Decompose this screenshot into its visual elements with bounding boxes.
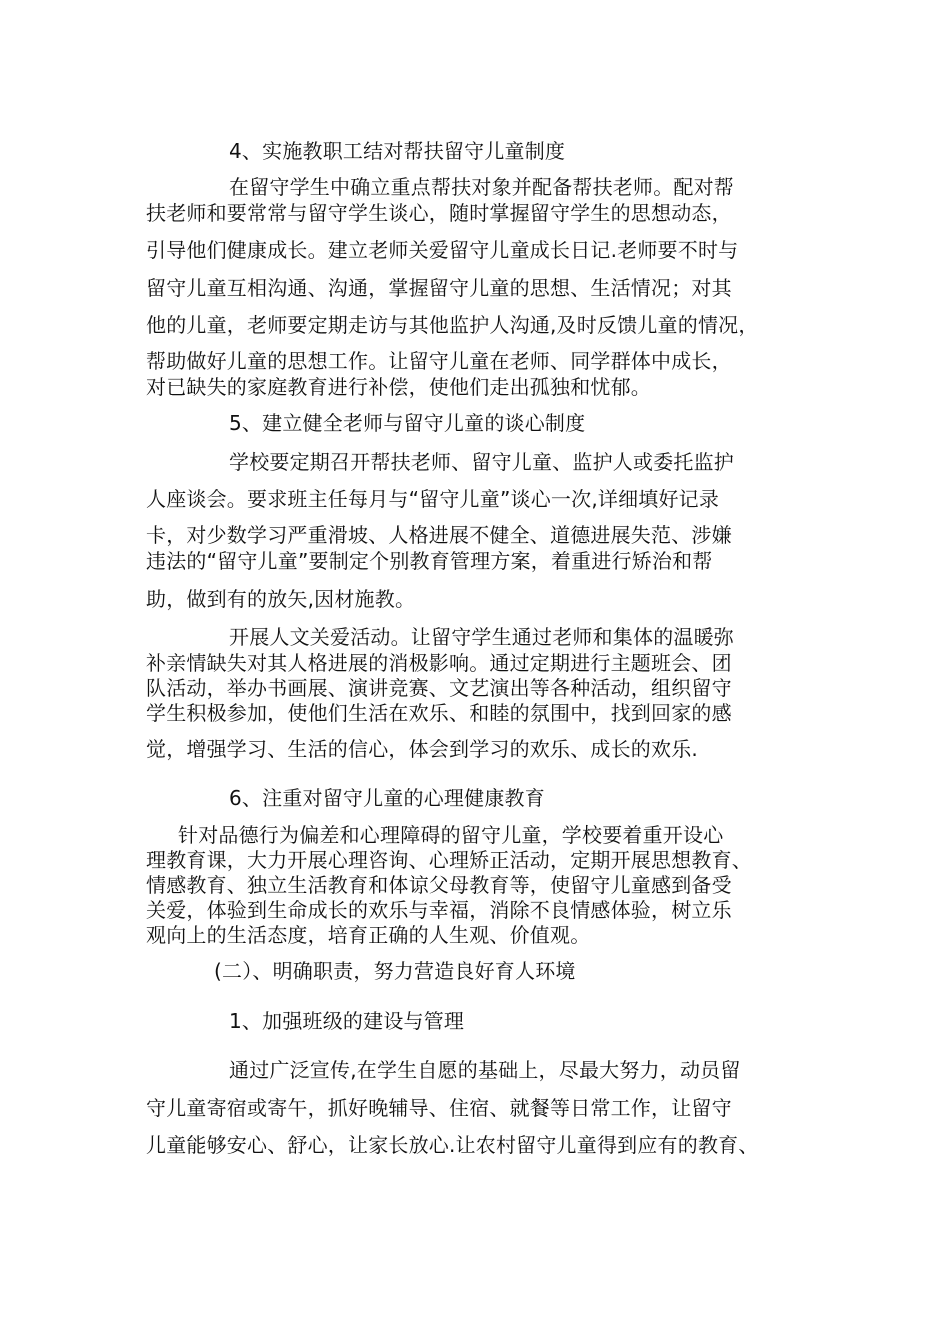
- paragraph-line: 人座谈会。要求班主任每月与“留守儿童”谈心一次,详细填好记录: [146, 487, 720, 511]
- paragraph-line: 引导他们健康成长。建立老师关爱留守儿童成长日记.老师要不时与: [146, 238, 739, 262]
- paragraph-line: 违法的“留守儿童”要制定个别教育管理方案，着重进行矫治和帮: [146, 549, 713, 573]
- paragraph-line: 守儿童寄宿或寄午，抓好晚辅导、住宿、就餐等日常工作，让留守: [146, 1096, 732, 1120]
- heading-6: 6、注重对留守儿童的心理健康教育: [229, 786, 545, 810]
- paragraph-line: 补亲情缺失对其人格进展的消极影响。通过定期进行主题班会、团: [146, 651, 732, 675]
- paragraph-line: 卡，对少数学习严重滑坡、人格进展不健全、道德进展失范、涉嫌: [146, 523, 732, 547]
- paragraph-line: 通过广泛宣传,在学生自愿的基础上，尽最大努力，动员留: [229, 1058, 741, 1082]
- heading-1: 1、加强班级的建设与管理: [229, 1009, 465, 1033]
- paragraph-line: 观向上的生活态度，培育正确的人生观、价值观。: [146, 923, 591, 947]
- paragraph-line: 对已缺失的家庭教育进行补偿，使他们走出孤独和忧郁。: [146, 375, 651, 399]
- paragraph-line: 学校要定期召开帮扶老师、留守儿童、监护人或委托监护: [229, 450, 734, 474]
- heading-5: 5、建立健全老师与留守儿童的谈心制度: [229, 411, 586, 435]
- paragraph-line: 觉，增强学习、生活的信心，体会到学习的欢乐、成长的欢乐.: [146, 737, 698, 761]
- paragraph-line: 针对品德行为偏差和心理障碍的留守儿童，学校要着重开设心: [178, 823, 724, 847]
- paragraph-line: 在留守学生中确立重点帮扶对象并配备帮扶老师。配对帮: [229, 175, 734, 199]
- heading-4: 4、实施教职工结对帮扶留守儿童制度: [229, 139, 566, 163]
- paragraph-line: 留守儿童互相沟通、沟通，掌握留守儿童的思想、生活情况；对其: [146, 276, 732, 300]
- paragraph-line: 队活动，举办书画展、演讲竞赛、文艺演出等各种活动，组织留守: [146, 676, 732, 700]
- paragraph-line: 帮助做好儿童的思想工作。让留守儿童在老师、同学群体中成长，: [146, 349, 732, 373]
- paragraph-line: 他的儿童，老师要定期走访与其他监护人沟通,及时反馈儿童的情况，: [146, 313, 759, 337]
- paragraph-line: 儿童能够安心、舒心，让家长放心.让农村留守儿童得到应有的教育、: [146, 1133, 759, 1157]
- paragraph-line: 开展人文关爱活动。让留守学生通过老师和集体的温暖弥: [229, 625, 734, 649]
- paragraph-line: 情感教育、独立生活教育和体谅父母教育等，使留守儿童感到备受: [146, 873, 732, 897]
- paragraph-line: 关爱，体验到生命成长的欢乐与幸福，消除不良情感体验，树立乐: [146, 898, 732, 922]
- paragraph-line: 理教育课，大力开展心理咨询、心理矫正活动，定期开展思想教育、: [146, 848, 752, 872]
- paragraph-line: 扶老师和要常常与留守学生谈心，随时掌握留守学生的思想动态，: [146, 201, 732, 225]
- paragraph-line: 助，做到有的放矢,因材施教。: [146, 587, 416, 611]
- section-heading: (二）、明确职责，努力营造良好育人环境: [214, 959, 576, 983]
- paragraph-line: 学生积极参加，使他们生活在欢乐、和睦的氛围中，找到回家的感: [146, 701, 732, 725]
